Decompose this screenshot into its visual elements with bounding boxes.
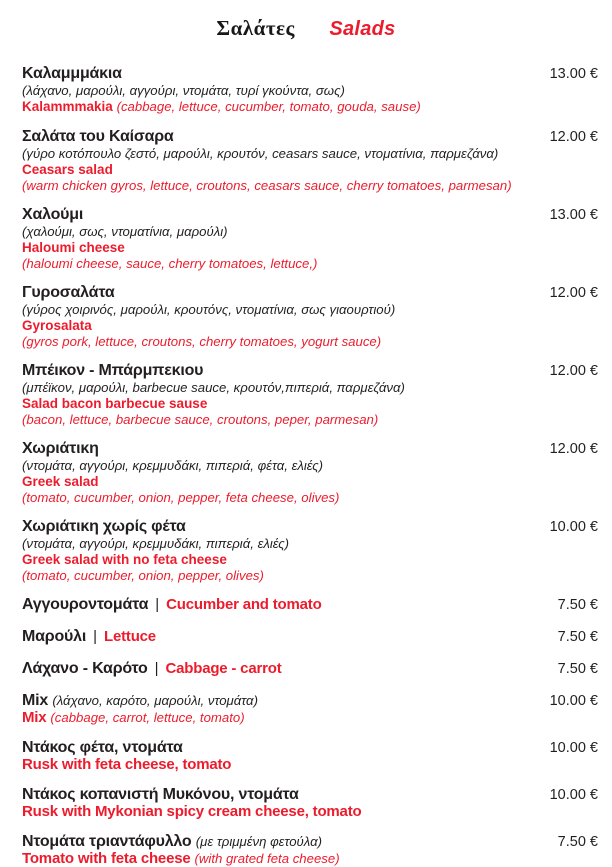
item-line bbox=[22, 490, 542, 506]
item-line bbox=[22, 536, 542, 552]
item-text bbox=[22, 284, 542, 350]
menu-item bbox=[22, 518, 598, 584]
item-name-greek: Μπέικον - Μπάρμπεκιου bbox=[22, 362, 204, 379]
item-line bbox=[22, 412, 542, 428]
item-line bbox=[22, 380, 542, 396]
item-line bbox=[22, 146, 542, 162]
separator: | bbox=[154, 660, 159, 677]
menu-item bbox=[22, 786, 598, 820]
item-line bbox=[22, 318, 542, 334]
item-price: 10.00 € bbox=[549, 787, 598, 803]
item-text bbox=[22, 628, 550, 646]
item-line bbox=[22, 284, 542, 302]
item-price: 12.00 € bbox=[549, 285, 598, 301]
item-description-greek: (μπέϊκον, μαρούλι, barbecue sauce, κρουτόν,πιπεριά, παρμεζάνα) bbox=[22, 380, 405, 395]
item-description-greek: (με τριμμένη φετούλα) bbox=[195, 834, 323, 849]
menu-item bbox=[22, 628, 598, 646]
item-line bbox=[22, 596, 550, 614]
menu-item bbox=[22, 692, 598, 726]
item-line bbox=[22, 362, 542, 380]
item-name-greek: Σαλάτα του Καίσαρα bbox=[22, 128, 174, 145]
item-name-english: Cabbage - carrot bbox=[165, 660, 282, 677]
item-price: 7.50 € bbox=[557, 661, 598, 677]
page-title bbox=[0, 14, 612, 45]
item-price: 13.00 € bbox=[549, 207, 598, 223]
item-description-english: (cabbage, lettuce, cucumber, tomato, gouda, sause) bbox=[116, 99, 421, 114]
item-name-english: Cucumber and tomato bbox=[166, 596, 322, 613]
item-price: 7.50 € bbox=[557, 834, 598, 850]
menu-item bbox=[22, 739, 598, 773]
menu-item bbox=[22, 284, 598, 350]
separator: | bbox=[155, 596, 160, 613]
item-line bbox=[22, 256, 542, 272]
item-text bbox=[22, 206, 542, 272]
item-name-greek: Ντάκος φέτα, ντομάτα bbox=[22, 739, 183, 756]
item-name-greek: Γυροσαλάτα bbox=[22, 284, 115, 301]
item-description-greek: (χαλούμι, σως, ντοματίνια, μαρούλι) bbox=[22, 224, 228, 239]
item-text bbox=[22, 518, 542, 584]
item-line bbox=[22, 65, 542, 83]
item-line bbox=[22, 851, 550, 867]
item-line bbox=[22, 757, 542, 773]
item-text bbox=[22, 362, 542, 428]
item-line bbox=[22, 128, 542, 146]
item-name-greek: Ντομάτα τριαντάφυλλο bbox=[22, 833, 196, 850]
item-line bbox=[22, 224, 542, 240]
item-description-english: (warm chicken gyros, lettuce, croutons, ceasars sauce, cherry tomatoes, parmesan) bbox=[22, 178, 512, 193]
item-name-english: Mix bbox=[22, 709, 51, 726]
item-line bbox=[22, 162, 542, 178]
item-name-english: Salad bacon barbecue sause bbox=[22, 396, 208, 411]
item-price: 7.50 € bbox=[557, 629, 598, 645]
item-line bbox=[22, 396, 542, 412]
item-line bbox=[22, 334, 542, 350]
item-price: 10.00 € bbox=[549, 693, 598, 709]
item-price: 7.50 € bbox=[557, 597, 598, 613]
menu-item bbox=[22, 596, 598, 614]
item-description-english: (cabbage, carrot, lettuce, tomato) bbox=[50, 710, 245, 725]
item-name-greek: Χωριάτικη χωρίς φέτα bbox=[22, 518, 186, 535]
item-text bbox=[22, 786, 542, 820]
item-description-greek: (γύρο κοτόπουλο ζεστό, μαρούλι, κρουτόν, ceasars sauce, ντοματίνια, παρμεζάνα) bbox=[22, 146, 499, 161]
item-name-english: Rusk with Mykonian spicy cream cheese, tomato bbox=[22, 803, 362, 820]
menu-item bbox=[22, 128, 598, 194]
item-description-english: (gyros pork, lettuce, croutons, cherry tomatoes, yogurt sauce) bbox=[22, 334, 382, 349]
item-line bbox=[22, 240, 542, 256]
separator: | bbox=[93, 628, 97, 645]
item-line bbox=[22, 552, 542, 568]
item-name-greek: Μαρούλι bbox=[22, 628, 87, 645]
item-line bbox=[22, 568, 542, 584]
item-name-english: Kalammmakia bbox=[22, 99, 117, 114]
menu-items bbox=[0, 65, 612, 867]
item-description-greek: (λάχανο, καρότο, μαρούλι, ντομάτα) bbox=[52, 693, 258, 708]
item-text bbox=[22, 739, 542, 773]
page-title-greek: Σαλάτες bbox=[216, 16, 295, 40]
item-line bbox=[22, 804, 542, 820]
item-description-english: (haloumi cheese, sauce, cherry tomatoes, lettuce,) bbox=[22, 256, 318, 271]
item-name-greek: Καλαμμμάκια bbox=[22, 65, 122, 82]
menu-item bbox=[22, 65, 598, 115]
item-line bbox=[22, 692, 542, 710]
item-name-greek: Ντάκος κοπανιστή Μυκόνου, ντομάτα bbox=[22, 786, 299, 803]
item-description-english: (tomato, cucumber, onion, pepper, olives) bbox=[22, 568, 264, 583]
item-line bbox=[22, 178, 542, 194]
item-line bbox=[22, 474, 542, 490]
item-line bbox=[22, 458, 542, 474]
menu-item bbox=[22, 660, 598, 678]
item-text bbox=[22, 833, 550, 867]
item-name-english: Greek salad with no feta cheese bbox=[22, 552, 227, 567]
item-description-english: (with grated feta cheese) bbox=[194, 851, 340, 866]
item-line bbox=[22, 710, 542, 726]
page-title-english: Salads bbox=[329, 18, 396, 40]
menu-item bbox=[22, 833, 598, 867]
item-name-english: Haloumi cheese bbox=[22, 240, 125, 255]
item-line bbox=[22, 302, 542, 318]
item-description-greek: (ντομάτα, αγγούρι, κρεμμυδάκι, πιπεριά, φέτα, ελιές) bbox=[22, 458, 324, 473]
item-line bbox=[22, 739, 542, 757]
item-price: 12.00 € bbox=[549, 129, 598, 145]
item-line bbox=[22, 786, 542, 804]
item-price: 10.00 € bbox=[549, 740, 598, 756]
item-line bbox=[22, 660, 550, 678]
item-name-english: Greek salad bbox=[22, 474, 99, 489]
menu-item bbox=[22, 362, 598, 428]
item-description-greek: (ντομάτα, αγγούρι, κρεμμυδάκι, πιπεριά, ελιές) bbox=[22, 536, 290, 551]
item-name-greek: Χωριάτικη bbox=[22, 440, 99, 457]
item-text bbox=[22, 128, 542, 194]
item-line bbox=[22, 628, 550, 646]
item-description-greek: (λάχανο, μαρούλι, αγγούρι, ντομάτα, τυρί γκούντα, σως) bbox=[22, 83, 345, 98]
item-text bbox=[22, 440, 542, 506]
item-name-greek: Λάχανο - Καρότο bbox=[22, 660, 148, 677]
menu-item bbox=[22, 440, 598, 506]
item-line bbox=[22, 833, 550, 851]
item-name-english: Gyrosalata bbox=[22, 318, 92, 333]
item-name-english: Ceasars salad bbox=[22, 162, 113, 177]
item-price: 12.00 € bbox=[549, 363, 598, 379]
item-name-english: Tomato with feta cheese bbox=[22, 850, 195, 867]
item-line bbox=[22, 99, 542, 115]
item-name-greek: Χαλούμι bbox=[22, 206, 84, 223]
menu-item bbox=[22, 206, 598, 272]
item-text bbox=[22, 65, 542, 115]
item-text bbox=[22, 596, 550, 614]
item-line bbox=[22, 518, 542, 536]
item-name-greek: Αγγουροντομάτα bbox=[22, 596, 149, 613]
item-price: 10.00 € bbox=[549, 519, 598, 535]
item-text bbox=[22, 660, 550, 678]
item-name-greek: Mix bbox=[22, 692, 53, 709]
item-price: 13.00 € bbox=[549, 66, 598, 82]
item-price: 12.00 € bbox=[549, 441, 598, 457]
item-description-english: (tomato, cucumber, onion, pepper, feta cheese, olives) bbox=[22, 490, 340, 505]
item-name-english: Rusk with feta cheese, tomato bbox=[22, 756, 232, 773]
item-text bbox=[22, 692, 542, 726]
item-description-greek: (γύρος χοιρινός, μαρούλι, κρουτόνς, ντοματίνια, σως γιαουρτιού) bbox=[22, 302, 396, 317]
item-description-english: (bacon, lettuce, barbecue sauce, croutons, peper, parmesan) bbox=[22, 412, 379, 427]
item-line bbox=[22, 206, 542, 224]
item-line bbox=[22, 83, 542, 99]
item-name-english: Lettuce bbox=[104, 628, 156, 645]
item-line bbox=[22, 440, 542, 458]
